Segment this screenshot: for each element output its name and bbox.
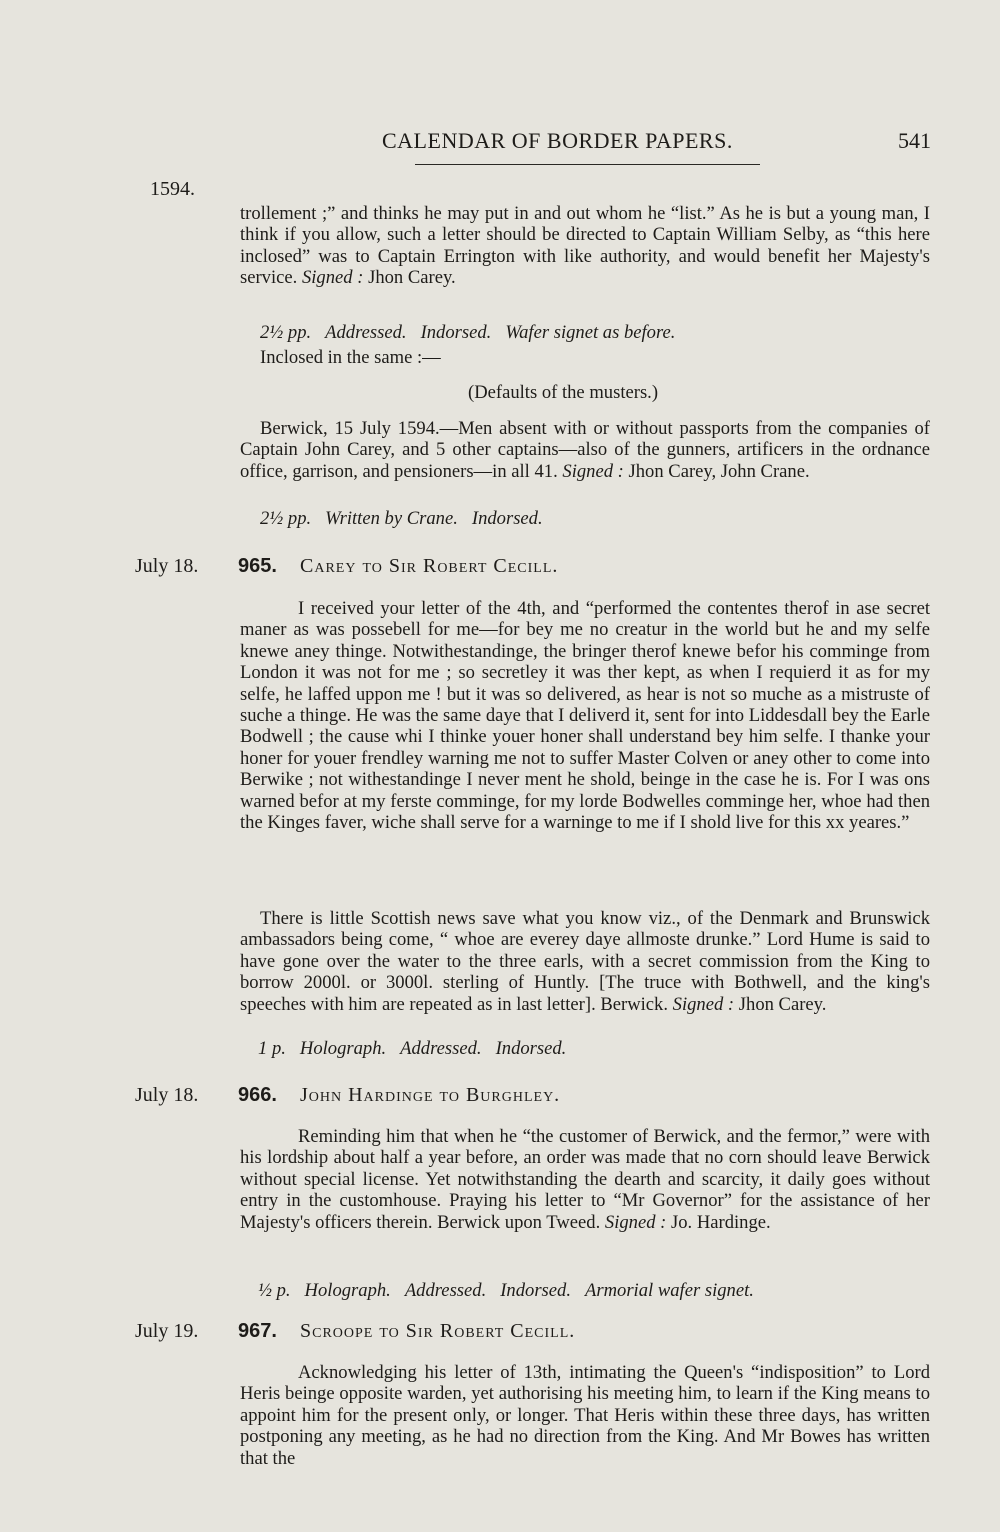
entry-date: July 18. [135, 1084, 199, 1106]
note-item: Indorsed. [495, 1038, 567, 1059]
entry-title: Carey to Sir Robert Cecill. [300, 555, 559, 577]
signer: Jo. Hardinge. [671, 1211, 771, 1233]
entry-paragraph: I received your letter of the 4th, and “performed the contentes therof in ase secret maner as was possebell for me—for bey me no creatur in the world but he and my selfe knewe aney thinge. Notwithestandinge, the bringer therof knewe befor his comminge from London it was not for me ; so secretley it was ther kept, as when I requierd it as for my selfe, he laffed uppon me ! but it was so delivered, as hear is not so muche as a mistruste of suche a thinge. He was the same daye that I deliverd it, sent for into Liddesdall bey the Earle Bodwell ; the cause whi I thinke youer honer shall understand bey him selfe. I thanke your honer for youer frendley warning me not to suffer Master Colven or aney other to come into Berwike ; not withestandinge I never ment he shold, beinge in the case he is. For I was ons warned befor at my ferste comminge, for my lorde Bodwelles comminge her, whoe had then the Kinges faver, wiche shall serve for a warninge to me if I shold live for this xx yeares.” [240, 598, 930, 834]
note-pages: 2½ pp. [260, 508, 312, 529]
entry-paragraph [240, 908, 930, 1015]
note-item: Holograph. [299, 1038, 387, 1059]
entry-paragraph: Acknowledging his letter of 13th, intimating the Queen's “indisposition” to Lord Heris beinge opposite warden, yet authorising his meeting him, to learn if the King means to appoint him for the present only, or longer. That Heris within these three days, has written postponing any meeting, as he had no direction from the King. And Mr Bowes has written that the [240, 1362, 930, 1469]
signers: Jhon Carey, John Crane. [628, 460, 810, 482]
margin-year: 1594. [150, 178, 195, 200]
note-line [258, 1038, 566, 1060]
entry-title: John Hardinge to Burghley. [300, 1084, 561, 1106]
signed-label: Signed : [672, 993, 735, 1015]
defaults-title: (Defaults of the musters.) [468, 382, 659, 403]
continuation-paragraph [240, 203, 930, 289]
signed-label: Signed : [301, 267, 364, 289]
entry-number: 965. [238, 555, 277, 577]
paragraph-text: Reminding him that when he “the customer of Berwick, and the fermor,” were with his lordship about half a year before, an order was made that no corn should leave Berwick without special license. Yet notwithstanding the dearth and scarcity, it daily goes without entry in the customhouse. Praying his letter to “Mr Governor” for the assistance of her Majesty's officers therein. Berwick upon Tweed. [240, 1126, 930, 1233]
note-item: Addressed. [400, 1038, 482, 1059]
berwick-paragraph [240, 418, 930, 482]
page-number: 541 [898, 128, 931, 153]
signer: Jhon Carey. [738, 993, 827, 1015]
note-item: Indorsed. [420, 322, 492, 343]
entry-date: July 19. [135, 1320, 199, 1342]
signed-label: Signed : [562, 460, 624, 482]
note-item: Addressed. [404, 1280, 487, 1301]
entry-date: July 18. [135, 555, 199, 577]
entry-number: 966. [238, 1084, 277, 1106]
note-line [258, 1280, 754, 1302]
note-item: Holograph. [304, 1280, 391, 1301]
running-header-title: CALENDAR OF BORDER PAPERS. [382, 128, 733, 153]
entry-title: Scroope to Sir Robert Cecill. [300, 1320, 576, 1342]
header-rule [415, 164, 760, 165]
signer: Jhon Carey. [368, 267, 456, 289]
note-line [260, 322, 675, 344]
note-item: Written by Crane. [325, 508, 458, 529]
entry-number: 967. [238, 1320, 277, 1342]
note-line [260, 508, 543, 530]
note-item: Wafer signet as before. [505, 322, 676, 343]
signed-label: Signed : [604, 1211, 667, 1233]
berwick-text: Berwick, 15 July 1594.—Men absent with or without passports from the companies of Captain John Carey, and 5 other captains—also of the gunners, artificers in the ordnance office, garrison, and pensioners—in all 41. [240, 418, 930, 482]
inclosed-line: Inclosed in the same :— [260, 347, 441, 368]
paragraph-text: There is little Scottish news save what you know viz., of the Denmark and Brunswick ambassadors being come, “ whoe are everey daye allmoste drunke.” Lord Hume is said to have gone over the water to the three earls, with a secret commission from the King to borrow 2000l. or 3000l. sterling of Huntly. [The truce with Bothwell, and the king's speeches with him are repeated as in last letter]. Berwick. [240, 908, 930, 1015]
entry-paragraph [240, 1126, 930, 1233]
continuation-text: trollement ;” and thinks he may put in and out whom he “list.” As he is but a young man, I think if you allow, such a letter should be directed to Captain William Selby, as “this here inclosed” was to Captain Errington with like authority, and would benefit her Majesty's service. [240, 203, 930, 289]
note-item: Indorsed. [500, 1280, 571, 1301]
note-item: Addressed. [325, 322, 407, 343]
note-item: Indorsed. [471, 508, 543, 529]
note-pages: ½ p. [258, 1280, 291, 1301]
note-pages: 1 p. [258, 1038, 286, 1059]
note-item: Armorial wafer signet. [585, 1280, 754, 1301]
note-pages: 2½ pp. [260, 322, 312, 343]
